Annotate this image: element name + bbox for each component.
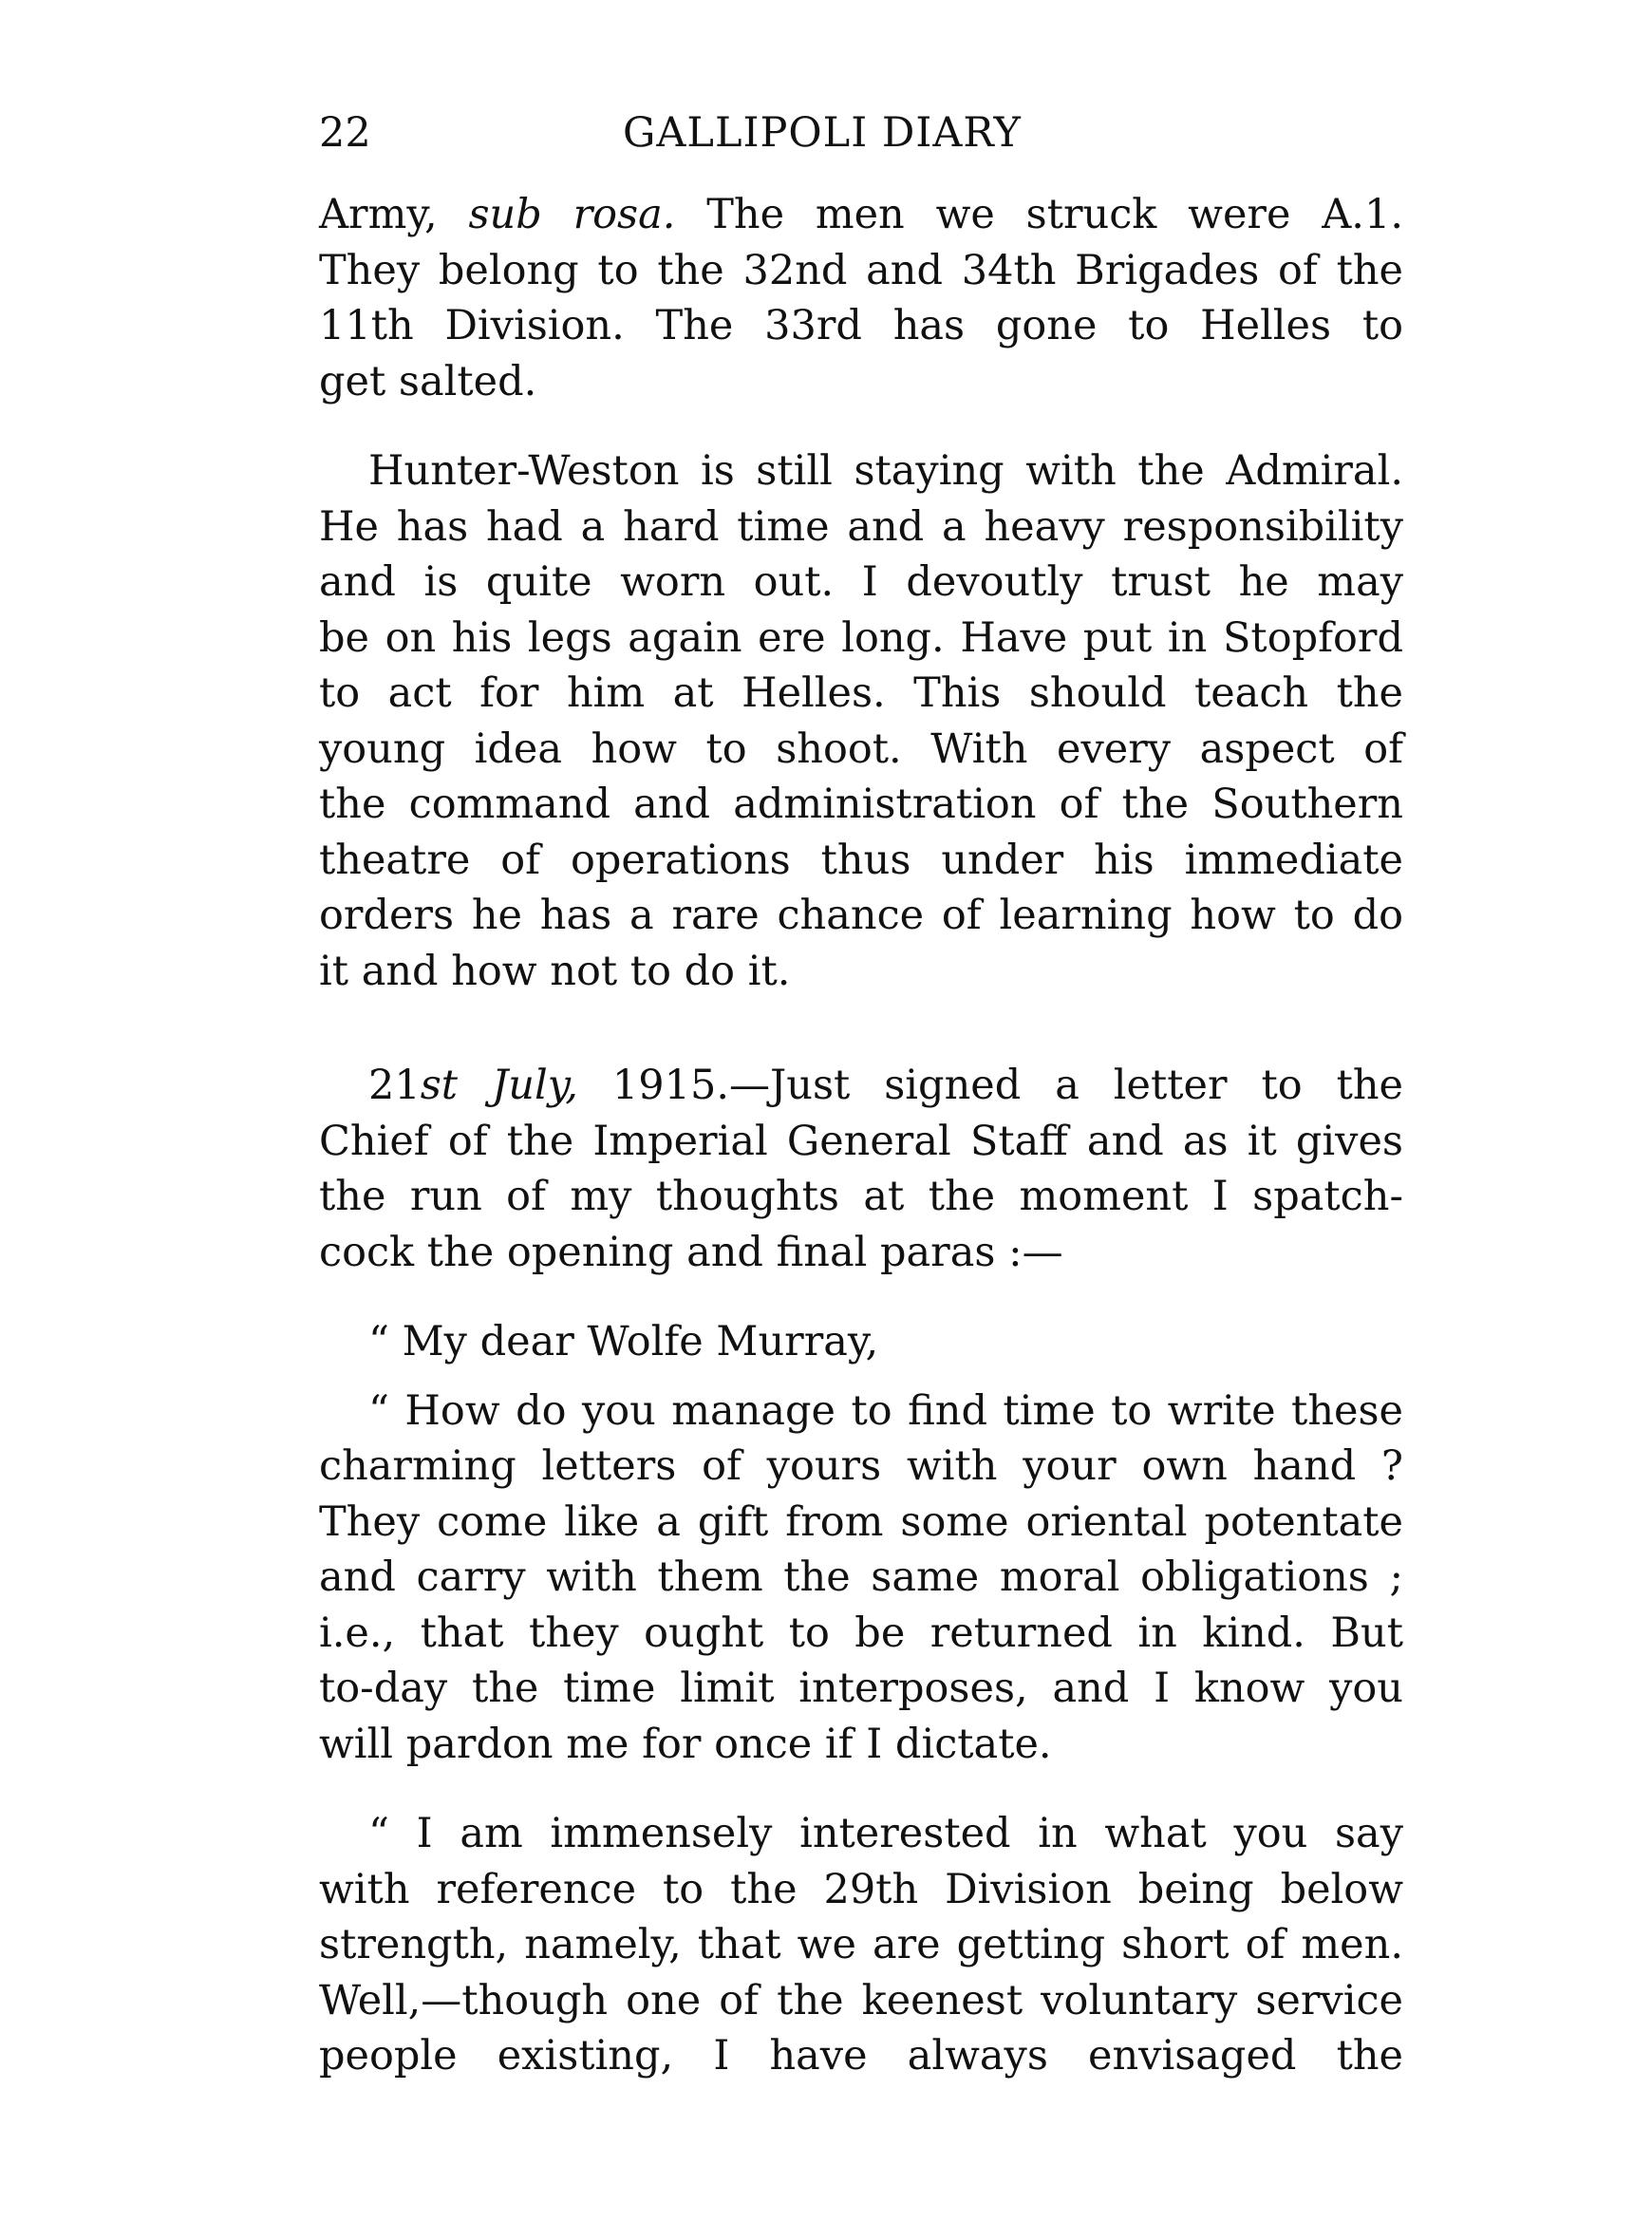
letter-salutation: “ My dear Wolfe Murray, bbox=[368, 1318, 879, 1365]
text-line: He has had a hard time and a heavy responsibility bbox=[319, 502, 1403, 551]
diary-entry-21-july bbox=[319, 1058, 1403, 1280]
text-line: orders he has a rare chance of learning how to do bbox=[319, 892, 1403, 939]
text-span: 1915.—Just signed a letter to the bbox=[577, 1062, 1404, 1109]
text-line: people existing, I have always envisaged the bbox=[319, 2032, 1403, 2080]
text-line: the run of my thoughts at the moment I spatch- bbox=[319, 1173, 1403, 1220]
text-line: and carry with them the same moral obligations ; bbox=[319, 1553, 1403, 1601]
text-line bbox=[319, 1058, 1403, 1114]
text-line: “ How do you manage to find time to write these bbox=[368, 1386, 1403, 1435]
text-line: Hunter-Weston is still staying with the Admiral. bbox=[368, 447, 1403, 495]
text-line: 11th Division. The 33rd has gone to Helles to bbox=[319, 302, 1403, 349]
text-span: The men we struck were A.1. bbox=[675, 191, 1403, 238]
text-line bbox=[319, 187, 1403, 243]
text-line: strength, namely, that we are getting short of men. bbox=[319, 1921, 1403, 1968]
page-number: 22 bbox=[319, 109, 371, 157]
text-span: Army, bbox=[319, 191, 438, 238]
text-line: it and how not to do it. bbox=[319, 947, 791, 995]
text-line: will pardon me for once if I dictate. bbox=[319, 1720, 1052, 1768]
entry-date-month: July, bbox=[492, 1062, 578, 1109]
running-title: GALLIPOLI DIARY bbox=[623, 109, 1022, 157]
text-line: young idea how to shoot. With every aspect of bbox=[319, 725, 1403, 773]
text-line: Well,—though one of the keenest voluntary service bbox=[319, 1976, 1403, 2024]
text-line: and is quite worn out. I devoutly trust he may bbox=[319, 558, 1403, 606]
text-line: cock the opening and final paras :— bbox=[319, 1228, 1063, 1276]
text-line: get salted. bbox=[319, 357, 537, 405]
page-header bbox=[319, 104, 1403, 161]
text-line: be on his legs again ere long. Have put in Stopford bbox=[319, 613, 1403, 662]
italic-phrase: sub rosa. bbox=[468, 191, 676, 238]
letter-paragraph-2 bbox=[319, 1806, 1403, 2084]
entry-date-day: 21 bbox=[368, 1062, 421, 1109]
text-line: They come like a gift from some oriental potentate bbox=[319, 1497, 1403, 1546]
text-line: i.e., that they ought to be returned in kind. But bbox=[319, 1609, 1403, 1657]
text-line: the command and administration of the Southern bbox=[319, 781, 1403, 828]
text-line: theatre of operations thus under his immediate bbox=[319, 836, 1403, 884]
paragraph-hunter-weston bbox=[319, 443, 1403, 999]
paragraph-continued bbox=[319, 187, 1403, 409]
text-line: charming letters of yours with your own hand ? bbox=[319, 1442, 1403, 1490]
text-line: with reference to the 29th Division being below bbox=[319, 1865, 1403, 1913]
text-line: to-day the time limit interposes, and I know you bbox=[319, 1665, 1403, 1712]
text-line: They belong to the 32nd and 34th Brigades of the bbox=[319, 246, 1403, 294]
text-line: to act for him at Helles. This should teach the bbox=[319, 669, 1403, 717]
text-line: “ I am immensely interested in what you say bbox=[368, 1810, 1403, 1857]
body-text bbox=[319, 187, 1403, 2084]
letter-paragraph-1 bbox=[319, 1384, 1403, 1773]
entry-date-suffix: st bbox=[420, 1062, 459, 1109]
text-line: Chief of the Imperial General Staff and as it gives bbox=[319, 1117, 1403, 1165]
